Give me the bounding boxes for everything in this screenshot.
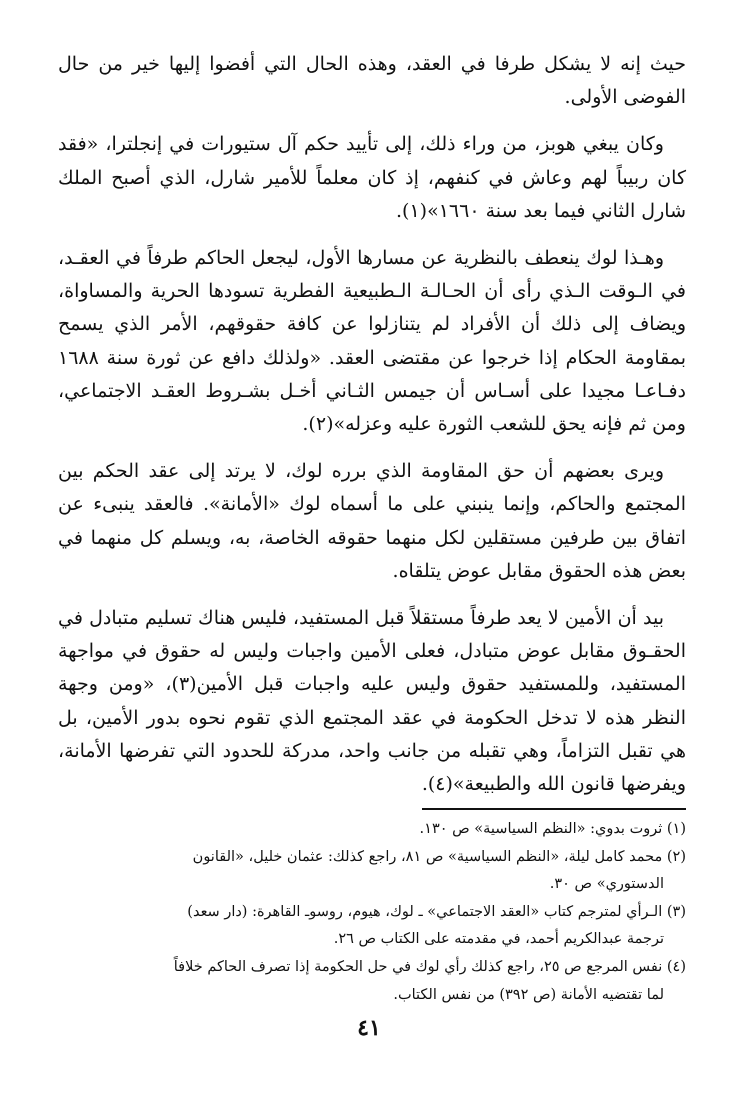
footnote-2-text: (٢) محمد كامل ليلة، «النظم السياسية» ص ٨١، راجع كذلك: عثمان خليل، «القانون [192,848,686,865]
paragraph-5: بيد أن الأمين لا يعد طرفاً مستقلاً قبل المستفيد، فليس هناك تسليم متبادل في الحقـوق مقابل عوض متبادل، فعلى الأمين واجبات وليس له حقوق في مواجهة المستفيد، وللمستفيد حقوق وليس عليه واجبات قبل الأمين(٣)، «ومن وجهة النظر هذه لا تدخل الحكومة في عقد المجتمع الذي تقوم نحوه بدور الأمين، بل هي تقبل التزاماً، وهي تقبله من جانب واحد، مدركة للحدود التي تفرضها الأمانة، ويفرضها قانون الله والطبيعة»(٤). [58,607,686,796]
footnote-3-continuation: ترجمة عبدالكريم أحمد، في مقدمته على الكتاب ص ٢٦. [333,931,664,948]
footnote-4-continuation: لما تقتضيه الأمانة (ص ٣٩٢) من نفس الكتاب. [393,986,664,1003]
paragraph-4: ويرى بعضهم أن حق المقاومة الذي برره لوك، لا يرتد إلى عقد الحكم بين المجتمع والحاكم، وإنما ينبني على ما أسماه لوك «الأمانة». فالعقد ينبىء عن اتفاق بين طرفين مستقلين لكل منهما حقوقه الخاصة، به، ويسلم كل منهما في بعض هذه الحقوق مقابل عوض يتلقاه. [58,460,686,582]
footnote-1-text: (١) ثروت بدوي: «النظم السياسية» ص ١٣٠. [419,821,686,837]
page-number: ٤١ [357,1015,381,1041]
body-text [58,48,686,801]
footnote-separator [422,808,686,810]
footnote-3 [58,899,686,954]
footnote-2-continuation: الدستوري» ص ٣٠. [549,876,664,893]
paragraph-2: وكان يبغي هوبز، من وراء ذلك، إلى تأييد حكم آل ستيورات في إنجلترا، «فقد كان ربيباً لهم وعاش في كنفهم، إذ كان معلماً للأمير شارل، الذي أصبح الملك شارل الثاني فيما بعد سنة ١٦٦٠»(١). [58,133,686,222]
paragraph-3: وهـذا لوك ينعطف بالنظرية عن مسارها الأول، ليجعل الحاكم طرفاً في العقـد، في الـوقت الـذي رأى أن الحـالـة الـطبيعية الفطرية تسودها الحرية والمساواة، ويضاف إلى ذلك أن الأفراد لم يتنازلوا عن كافة حقوقهم، الأمر الذي يسمح بمقاومة الحكام إذا خرجوا عن مقتضى العقد. «ولذلك دافع عن ثورة سنة ١٦٨٨ دفـاعـا مجيدا على أسـاس أن جيمس الثـاني أخـل بشـروط العقـد الاجتماعي، ومن ثم فإنه يحق للشعب الثورة عليه وعزله»(٢). [58,247,686,436]
footnote-4 [58,954,686,1009]
footnote-2 [58,844,686,899]
footnote-1 [58,816,686,844]
footnote-3-text: (٣) الـرأي لمترجم كتاب «العقد الاجتماعي» ـ لوك، هيوم، روسوـ القاهرة: (دار سعد) [187,903,686,920]
paragraph-1: حيث إنه لا يشكل طرفا في العقد، وهذه الحال التي أفضوا إليها خير من حال الفوضى الأولى. [58,53,686,109]
footnote-4-text: (٤) نفس المرجع ص ٢٥، راجع كذلك رأي لوك في حل الحكومة إذا تصرف الحاكم خلافاً [173,958,686,975]
footnotes [58,816,686,1009]
